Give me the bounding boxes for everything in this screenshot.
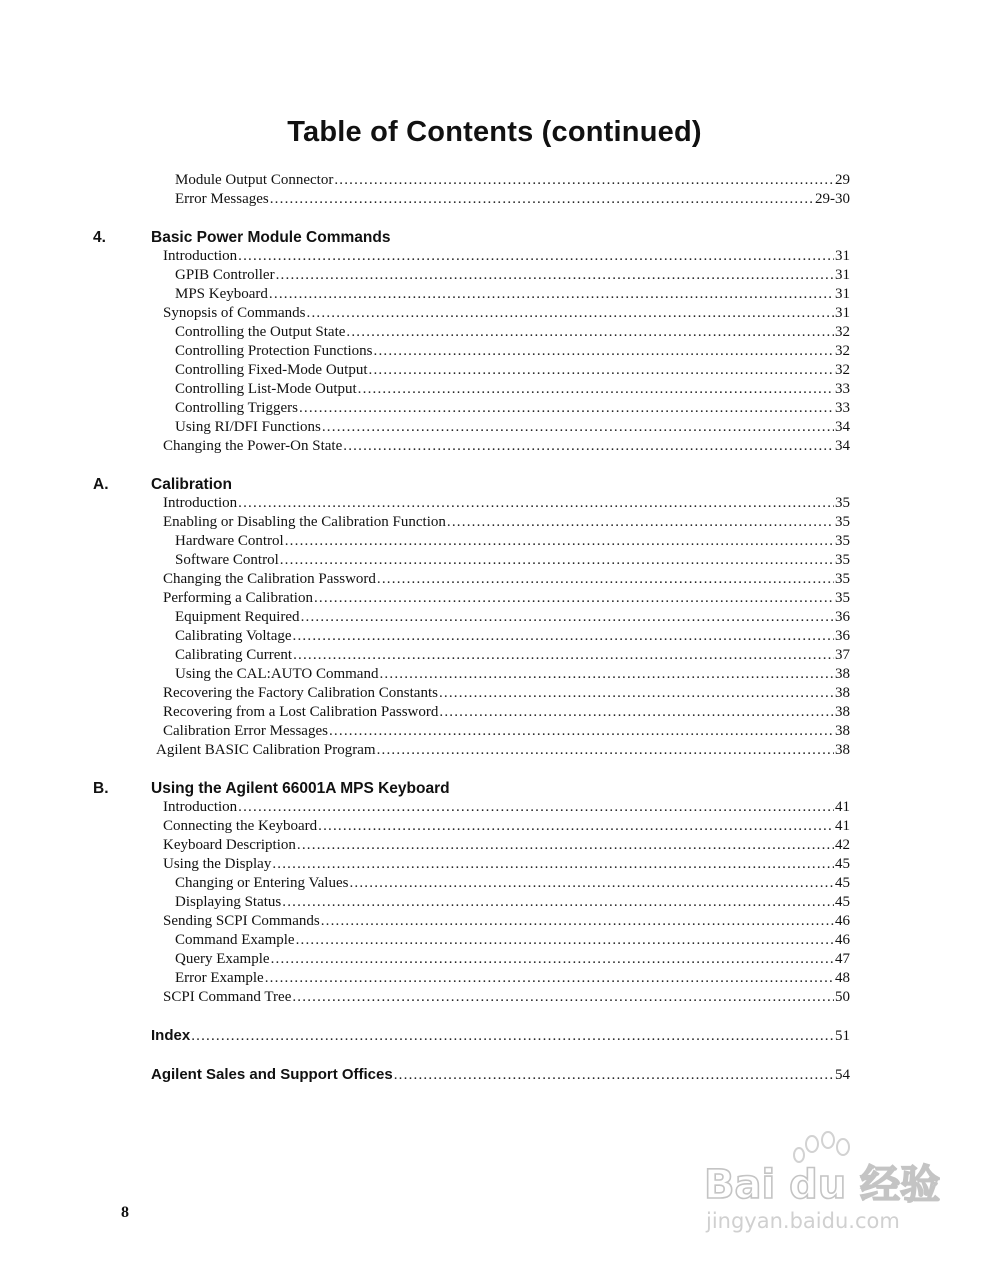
toc-label: Changing or Entering Values (175, 875, 349, 891)
dot-leader (269, 285, 834, 304)
watermark-url: jingyan.baidu.com (706, 1209, 900, 1233)
toc-label: Recovering from a Lost Calibration Password (163, 704, 439, 720)
section-number: A. (93, 476, 109, 493)
dot-leader (271, 950, 834, 969)
toc-page-number: 34 (835, 419, 850, 435)
toc-page-number: 54 (835, 1067, 850, 1083)
toc-page-number: 46 (835, 913, 850, 929)
dot-leader (293, 627, 834, 646)
toc-page-number: 35 (835, 552, 850, 568)
toc-page-number: 41 (835, 799, 850, 815)
dot-leader (280, 551, 834, 570)
toc-label: Changing the Power-On State (163, 438, 343, 454)
toc-entry[interactable] (175, 665, 850, 684)
toc-entry[interactable] (175, 266, 850, 285)
toc-label: Error Example (175, 970, 264, 986)
dot-leader (394, 1066, 834, 1085)
toc-entry-offices[interactable] (151, 1065, 850, 1085)
section-number: B. (93, 780, 109, 797)
toc-entry[interactable] (175, 627, 850, 646)
toc-page-number: 32 (835, 362, 850, 378)
dot-leader (343, 437, 834, 456)
toc-entry[interactable] (175, 969, 850, 988)
toc-label: Controlling the Output State (175, 324, 346, 340)
toc-label: Calibration Error Messages (163, 723, 328, 739)
dot-leader (369, 361, 835, 380)
toc-entry[interactable] (175, 190, 850, 209)
section-title[interactable]: Calibration (151, 476, 232, 493)
toc-page-number: 36 (835, 628, 850, 644)
toc-page-number: 32 (835, 343, 850, 359)
toc-page-number: 45 (835, 894, 850, 910)
watermark-brand: Bai du 经验 (704, 1162, 940, 1208)
dot-leader (238, 494, 834, 513)
toc-entry[interactable] (163, 589, 850, 608)
dot-leader (307, 304, 834, 323)
toc-label: GPIB Controller (175, 267, 275, 283)
toc-entry[interactable] (175, 931, 850, 950)
toc-label: Command Example (175, 932, 295, 948)
toc-page-number: 48 (835, 970, 850, 986)
dot-leader (272, 855, 834, 874)
dot-leader (318, 817, 834, 836)
toc-entry[interactable] (175, 608, 850, 627)
dot-leader (447, 513, 834, 532)
toc-page-number: 38 (835, 742, 850, 758)
toc-entry[interactable] (156, 741, 850, 760)
dot-leader (297, 836, 834, 855)
toc-page-number: 29 (835, 172, 850, 188)
toc-page-number: 35 (835, 590, 850, 606)
toc-entry[interactable] (175, 171, 850, 190)
dot-leader (329, 722, 834, 741)
toc-label: Equipment Required (175, 609, 300, 625)
toc-page-number: 47 (835, 951, 850, 967)
toc-label: Calibrating Voltage (175, 628, 292, 644)
dot-leader (191, 1027, 834, 1046)
toc-entry[interactable] (163, 684, 850, 703)
toc-entry[interactable] (163, 437, 850, 456)
toc-label: MPS Keyboard (175, 286, 268, 302)
toc-entry[interactable] (163, 912, 850, 931)
toc-label: Enabling or Disabling the Calibration Function (163, 514, 446, 530)
toc-entry[interactable] (163, 722, 850, 741)
toc-page-number: 35 (835, 571, 850, 587)
toc-entry[interactable] (175, 399, 850, 418)
dot-leader (314, 589, 834, 608)
toc-label: Introduction (163, 248, 238, 264)
toc-label: Controlling Protection Functions (175, 343, 373, 359)
toc-page-number: 51 (835, 1028, 850, 1044)
toc-page-number: 38 (835, 666, 850, 682)
dot-leader (299, 399, 834, 418)
toc-page-number: 41 (835, 818, 850, 834)
dot-leader (238, 798, 834, 817)
toc-page-number: 35 (835, 495, 850, 511)
page-number: 8 (121, 1204, 129, 1221)
toc-entry[interactable] (163, 836, 850, 855)
toc-entry[interactable] (163, 513, 850, 532)
toc-label: Using RI/DFI Functions (175, 419, 321, 435)
dot-leader (439, 703, 834, 722)
toc-label: Using the CAL:AUTO Command (175, 666, 379, 682)
toc-label: Query Example (175, 951, 270, 967)
toc-label: Hardware Control (175, 533, 284, 549)
dot-leader (321, 912, 834, 931)
section-title[interactable]: Using the Agilent 66001A MPS Keyboard (151, 780, 450, 797)
toc-label: Software Control (175, 552, 279, 568)
section-title[interactable]: Basic Power Module Commands (151, 229, 391, 246)
toc-label: Agilent Sales and Support Offices (151, 1066, 393, 1083)
toc-page-number: 46 (835, 932, 850, 948)
toc-page-number: 37 (835, 647, 850, 663)
toc-entry[interactable] (175, 361, 850, 380)
toc-entry[interactable] (175, 285, 850, 304)
toc-entry[interactable] (163, 703, 850, 722)
dot-leader (358, 380, 834, 399)
toc-entry[interactable] (163, 304, 850, 323)
toc-page-number: 38 (835, 685, 850, 701)
dot-leader (296, 931, 834, 950)
toc-entry[interactable] (175, 551, 850, 570)
toc-entry[interactable] (163, 988, 850, 1007)
page-title: Table of Contents (continued) (287, 116, 702, 148)
dot-leader (346, 323, 834, 342)
toc-label: Keyboard Description (163, 837, 296, 853)
toc-page-number: 38 (835, 723, 850, 739)
toc-page-number: 34 (835, 438, 850, 454)
toc-page-number: 35 (835, 533, 850, 549)
toc-entry[interactable] (175, 646, 850, 665)
toc-label: Changing the Calibration Password (163, 571, 376, 587)
toc-label: Controlling Fixed-Mode Output (175, 362, 368, 378)
toc-entry[interactable] (163, 494, 850, 513)
toc-entry[interactable] (175, 323, 850, 342)
toc-entry[interactable] (175, 342, 850, 361)
dot-leader (439, 684, 834, 703)
toc-page-number: 42 (835, 837, 850, 853)
toc-entry[interactable] (163, 570, 850, 589)
toc-page-number: 31 (835, 267, 850, 283)
section-number: 4. (93, 229, 106, 246)
toc-label: Connecting the Keyboard (163, 818, 318, 834)
dot-leader (276, 266, 834, 285)
toc-page-number: 45 (835, 875, 850, 891)
toc-entry[interactable] (175, 874, 850, 893)
toc-label: Introduction (163, 799, 238, 815)
toc-page-number: 32 (835, 324, 850, 340)
toc-label: Index (151, 1027, 191, 1044)
toc-page-number: 38 (835, 704, 850, 720)
toc-entry[interactable] (163, 855, 850, 874)
dot-leader (349, 874, 834, 893)
toc-label: Synopsis of Commands (163, 305, 306, 321)
toc-label: Recovering the Factory Calibration Constants (163, 685, 438, 701)
toc-entry[interactable] (175, 418, 850, 437)
dot-leader (322, 418, 834, 437)
toc-page-number: 33 (835, 400, 850, 416)
toc-label: Module Output Connector (175, 172, 334, 188)
toc-entry[interactable] (175, 950, 850, 969)
toc-label: Sending SCPI Commands (163, 913, 320, 929)
toc-entry[interactable] (175, 532, 850, 551)
toc-entry-index[interactable] (151, 1026, 850, 1046)
toc-label: Performing a Calibration (163, 590, 313, 606)
dot-leader (292, 988, 834, 1007)
toc-page-number: 36 (835, 609, 850, 625)
toc-label: Calibrating Current (175, 647, 293, 663)
dot-leader (379, 665, 834, 684)
toc-label: SCPI Command Tree (163, 989, 292, 1005)
toc-label: Displaying Status (175, 894, 282, 910)
toc-page-number: 31 (835, 286, 850, 302)
dot-leader (334, 171, 834, 190)
toc-page-number: 45 (835, 856, 850, 872)
toc-label: Introduction (163, 495, 238, 511)
dot-leader (377, 741, 834, 760)
toc-label: Using the Display (163, 856, 272, 872)
toc-page-number: 31 (835, 305, 850, 321)
dot-leader (265, 969, 834, 988)
toc-entry[interactable] (163, 817, 850, 836)
dot-leader (282, 893, 834, 912)
toc-label: Controlling Triggers (175, 400, 298, 416)
toc-label: Agilent BASIC Calibration Program (156, 742, 376, 758)
toc-entry[interactable] (175, 893, 850, 912)
toc-page-number: 29-30 (815, 191, 850, 207)
dot-leader (238, 247, 834, 266)
toc-page-number: 35 (835, 514, 850, 530)
dot-leader (270, 190, 814, 209)
toc-label: Error Messages (175, 191, 269, 207)
toc-entry[interactable] (175, 380, 850, 399)
toc-entry[interactable] (163, 247, 850, 266)
dot-leader (301, 608, 834, 627)
baidu-watermark (700, 1130, 940, 1240)
dot-leader (374, 342, 835, 361)
toc-page-number: 50 (835, 989, 850, 1005)
toc-page-number: 33 (835, 381, 850, 397)
toc-entry[interactable] (163, 798, 850, 817)
toc-label: Controlling List-Mode Output (175, 381, 357, 397)
dot-leader (285, 532, 834, 551)
dot-leader (377, 570, 834, 589)
dot-leader (293, 646, 834, 665)
toc-page-number: 31 (835, 248, 850, 264)
